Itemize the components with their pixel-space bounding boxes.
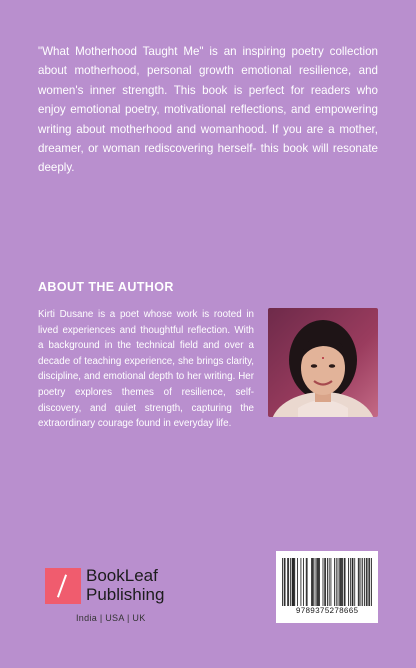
barcode-bar (345, 558, 346, 606)
barcode-bar (348, 558, 349, 606)
barcode-bar (361, 558, 362, 606)
barcode-bar (342, 558, 343, 606)
publisher-locations: India | USA | UK (76, 613, 146, 623)
barcode-bar (331, 558, 332, 606)
barcode-bar (350, 558, 351, 606)
barcode-bar (359, 558, 360, 606)
about-author-heading: ABOUT THE AUTHOR (38, 280, 174, 294)
barcode-bar (306, 558, 307, 606)
barcode-bar (315, 558, 316, 606)
barcode-bar (341, 558, 342, 606)
barcode-bar (368, 558, 369, 606)
barcode-bar (362, 558, 363, 606)
publisher-logo (44, 568, 194, 628)
publisher-name-line2: Publishing (86, 585, 165, 604)
barcode-bar (353, 558, 354, 606)
barcode-bar (293, 558, 294, 606)
barcode-bar (369, 558, 370, 606)
barcode-bar (336, 558, 337, 606)
barcode-bar (339, 558, 340, 606)
barcode-bar (344, 558, 345, 606)
barcode-bar (301, 558, 302, 606)
publisher-logo-mark (45, 568, 81, 604)
barcode-bar (311, 558, 312, 606)
barcode-bar (294, 558, 295, 606)
barcode-bar (354, 558, 355, 606)
barcode-bar (288, 558, 289, 606)
barcode-bar (297, 558, 298, 606)
barcode-bars (282, 558, 372, 606)
barcode-bar (367, 558, 368, 606)
barcode-bar (316, 558, 317, 606)
barcode-bar (325, 558, 326, 606)
barcode-bar (323, 558, 324, 606)
barcode-bar (340, 558, 341, 606)
author-photo (268, 308, 378, 417)
barcode-bar (338, 558, 339, 606)
barcode-bar (312, 558, 313, 606)
barcode-bar (282, 558, 283, 606)
barcode-bar (285, 558, 286, 606)
barcode-bar (364, 558, 365, 606)
isbn-number: 9789375278665 (295, 607, 359, 616)
isbn-barcode (276, 551, 378, 623)
book-blurb: "What Motherhood Taught Me" is an inspiring poetry collection about motherhood, personal growth emotional resilience, and women's inner strength. This book is perfect for readers who enjoy emotional poetry, motivational reflections, and empowering writing about motherhood and womanhood. If you are a mother, dreamer, or woman rediscovering herself- this book will resonate deeply. (38, 45, 378, 175)
barcode-bar (327, 558, 328, 606)
barcode-bar (284, 558, 285, 606)
barcode-bar (290, 558, 291, 606)
barcode-bar (366, 558, 367, 606)
barcode-bar (334, 558, 335, 606)
barcode-bar (292, 558, 293, 606)
author-bio: Kirti Dusane is a poet whose work is rooted in lived experiences and thoughtful reflection. With a background in the technical field and over a decade of teaching experience, she brings clarity, discipline, and emotional depth to her writing. Her poetry explores themes of resilience, self-discovery, and quiet strength, capturing the extraordinary courage found in everyday life. (38, 309, 254, 430)
barcode-bar (352, 558, 353, 606)
publisher-name (86, 566, 164, 604)
barcode-bar (307, 558, 308, 606)
barcode-bar (318, 558, 319, 606)
barcode-bar (324, 558, 325, 606)
barcode-bar (319, 558, 320, 606)
barcode-bar (358, 558, 359, 606)
barcode-bar (293, 558, 294, 606)
publisher-name-line1: BookLeaf (86, 566, 158, 585)
barcode-bar (371, 558, 372, 606)
barcode-bar (303, 558, 304, 606)
barcode-bar (317, 558, 318, 606)
barcode-bar (313, 558, 314, 606)
barcode-bar (329, 558, 330, 606)
barcode-bar (287, 558, 288, 606)
